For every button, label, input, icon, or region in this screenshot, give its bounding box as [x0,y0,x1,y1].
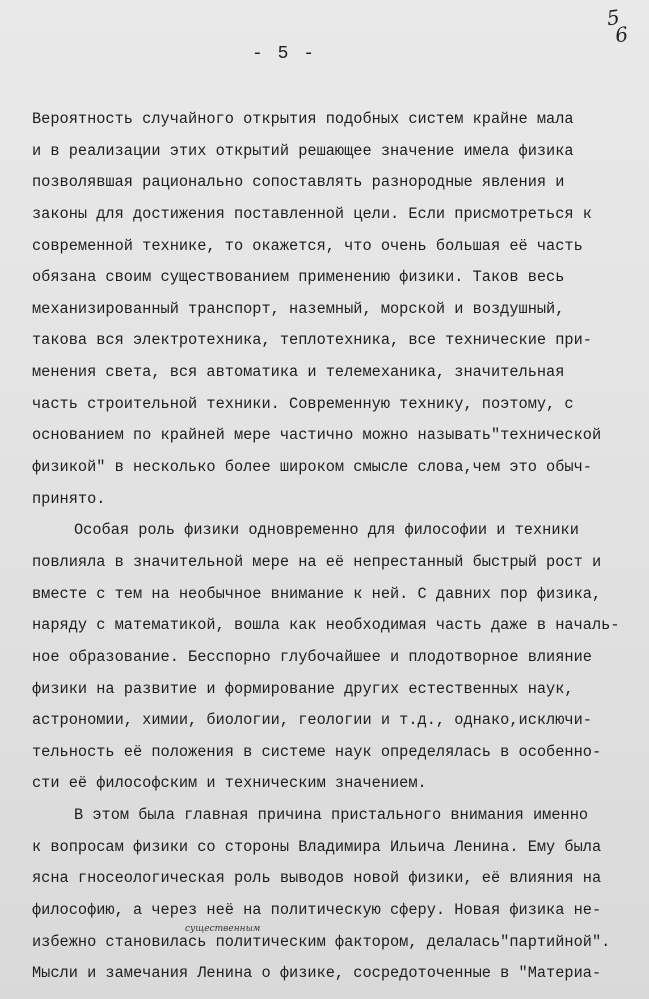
paragraph-first-line: Особая роль физики одновременно для философии и техники [74,521,579,540]
text-line: часть строительной техники. Современную технику, поэтому, с [32,394,574,413]
handwritten-number-top: 5 [605,4,622,31]
text-line: менения света, вся автоматика и телемеханика, значительная [32,363,565,382]
page-number: - 5 - [252,44,317,64]
text-line: физики на развитие и формирование других естественных наук, [32,679,574,698]
text-line: позволявшая рационально сопоставлять разнородные явления и [32,173,565,192]
text-line: механизированный транспорт, наземный, морской и воздушный, [32,299,565,318]
text-line: законы для достижения поставленной цели. Если присмотреться к [32,204,592,223]
handwritten-page-number [605,4,630,48]
text-line: философию, а через неё на политическую сферу. Новая физика не- [32,901,602,920]
text-line: сти её философским и техническим значением. [32,774,427,793]
text-line: принято. [32,489,106,508]
text-line: такова вся электротехника, теплотехника, все технические при- [32,331,592,350]
handwritten-number-bottom: 6 [613,21,630,48]
text-line: к вопросам физики со стороны Владимира Ильича Ленина. Ему была [32,837,602,856]
handwritten-annotation: существенным [185,924,261,934]
text-line: физикой" в несколько более широком смысле слова,чем это обыч- [32,458,592,477]
text-line: астрономии, химии, биологии, геологии и т.д., однако,исключи- [32,711,592,730]
text-line: Мысли и замечания Ленина о физике, сосредоточенные в "Материа- [32,964,602,983]
text-line: избежно становилась политическим фактором, делалась"партийной". [32,932,611,951]
paragraph-first-line: В этом была главная причина пристального внимания именно [74,806,589,825]
text-line: Вероятность случайного открытия подобных систем крайне мала [32,110,574,128]
text-line: обязана своим существованием применению физики. Таков весь [32,268,565,287]
typewritten-body [32,104,632,990]
text-line: вместе с тем на необычное внимание к ней. С давних пор физика, [32,584,602,603]
text-line: повлияла в значительной мере на её непрестанный быстрый рост и [32,552,602,571]
text-line: основанием по крайней мере частично можно называть"технической [32,426,602,445]
text-line: и в реализации этих открытий решающее значение имела физика [32,141,574,160]
text-line: ное образование. Бесспорно глубочайшее и плодотворное влияние [32,647,592,666]
text-line: тельность её положения в системе наук определялась в особенно- [32,742,602,761]
text-line: современной технике, то окажется, что очень большая её часть [32,236,583,255]
text-line: ясна гносеологическая роль выводов новой физики, её влияния на [32,869,602,888]
text-line: наряду с математикой, вошла как необходимая часть даже в началь- [32,616,620,635]
